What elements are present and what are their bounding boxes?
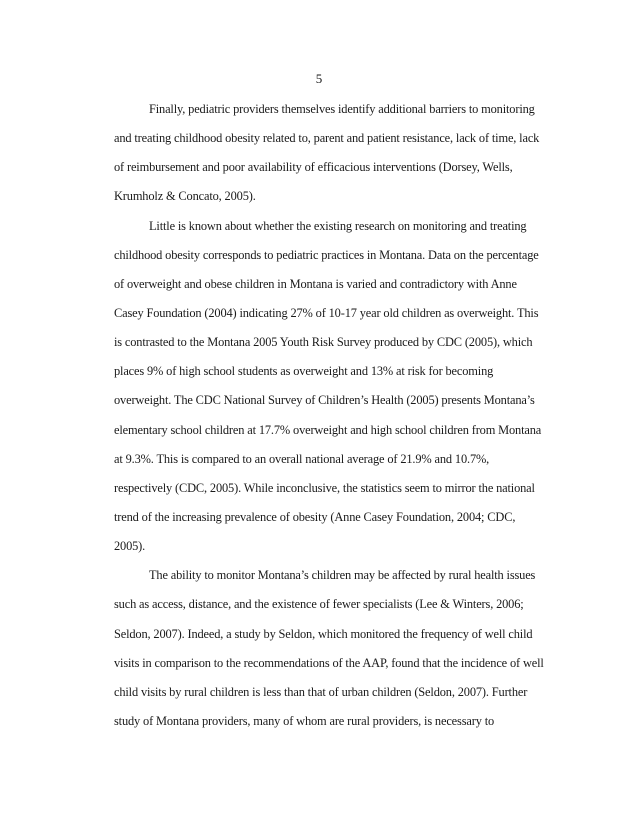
paragraph-2 (114, 212, 544, 562)
paragraph-line: at 9.3%. This is compared to an overall national average of 21.9% and 10.7%, (114, 451, 490, 466)
paragraph-line: trend of the increasing prevalence of obesity (Anne Casey Foundation, 2004; CDC, (114, 509, 516, 524)
paragraph-3 (114, 561, 544, 736)
paragraph-line: Little is known about whether the existing research on monitoring and treating (149, 218, 527, 233)
paragraph-line: study of Montana providers, many of whom are rural providers, is necessary to (114, 713, 495, 728)
paragraph-line: places 9% of high school students as overweight and 13% at risk for becoming (114, 364, 494, 379)
paragraph-line: of reimbursement and poor availability of efficacious interventions (Dorsey, Wells, (114, 160, 513, 175)
paragraph-1 (114, 95, 544, 212)
paragraph-line: elementary school children at 17.7% overweight and high school children from Montana (114, 422, 542, 437)
page-number: 5 (315, 71, 323, 86)
paragraph-line: is contrasted to the Montana 2005 Youth Risk Survey produced by CDC (2005), which (114, 335, 533, 350)
paragraph-line: visits in comparison to the recommendations of the AAP, found that the incidence of well (114, 655, 544, 670)
paragraph-line: overweight. The CDC National Survey of Children’s Health (2005) presents Montana’s (114, 393, 535, 408)
paragraph-line: Seldon, 2007). Indeed, a study by Seldon, which monitored the frequency of well child (114, 626, 533, 641)
paragraph-line: Krumholz & Concato, 2005). (114, 189, 256, 204)
paragraph-line: and treating childhood obesity related to, parent and patient resistance, lack of time, lack (114, 131, 540, 146)
paragraph-line: The ability to monitor Montana’s children may be affected by rural health issues (149, 568, 536, 583)
paragraph-line: of overweight and obese children in Montana is varied and contradictory with Anne (114, 276, 517, 291)
paragraph-line: such as access, distance, and the existence of fewer specialists (Lee & Winters, 2006; (114, 597, 524, 612)
paragraph-line: childhood obesity corresponds to pediatric practices in Montana. Data on the percentage (114, 247, 539, 262)
paragraph-line: respectively (CDC, 2005). While inconclusive, the statistics seem to mirror the national (114, 480, 535, 495)
paragraph-line: Casey Foundation (2004) indicating 27% of 10-17 year old children as overweight. This (114, 305, 539, 320)
paragraph-line: 2005). (114, 539, 146, 554)
paragraph-line: Finally, pediatric providers themselves identify additional barriers to monitoring (149, 102, 535, 116)
body-text (114, 95, 544, 736)
paragraph-line: child visits by rural children is less than that of urban children (Seldon, 2007). Further (114, 684, 528, 699)
